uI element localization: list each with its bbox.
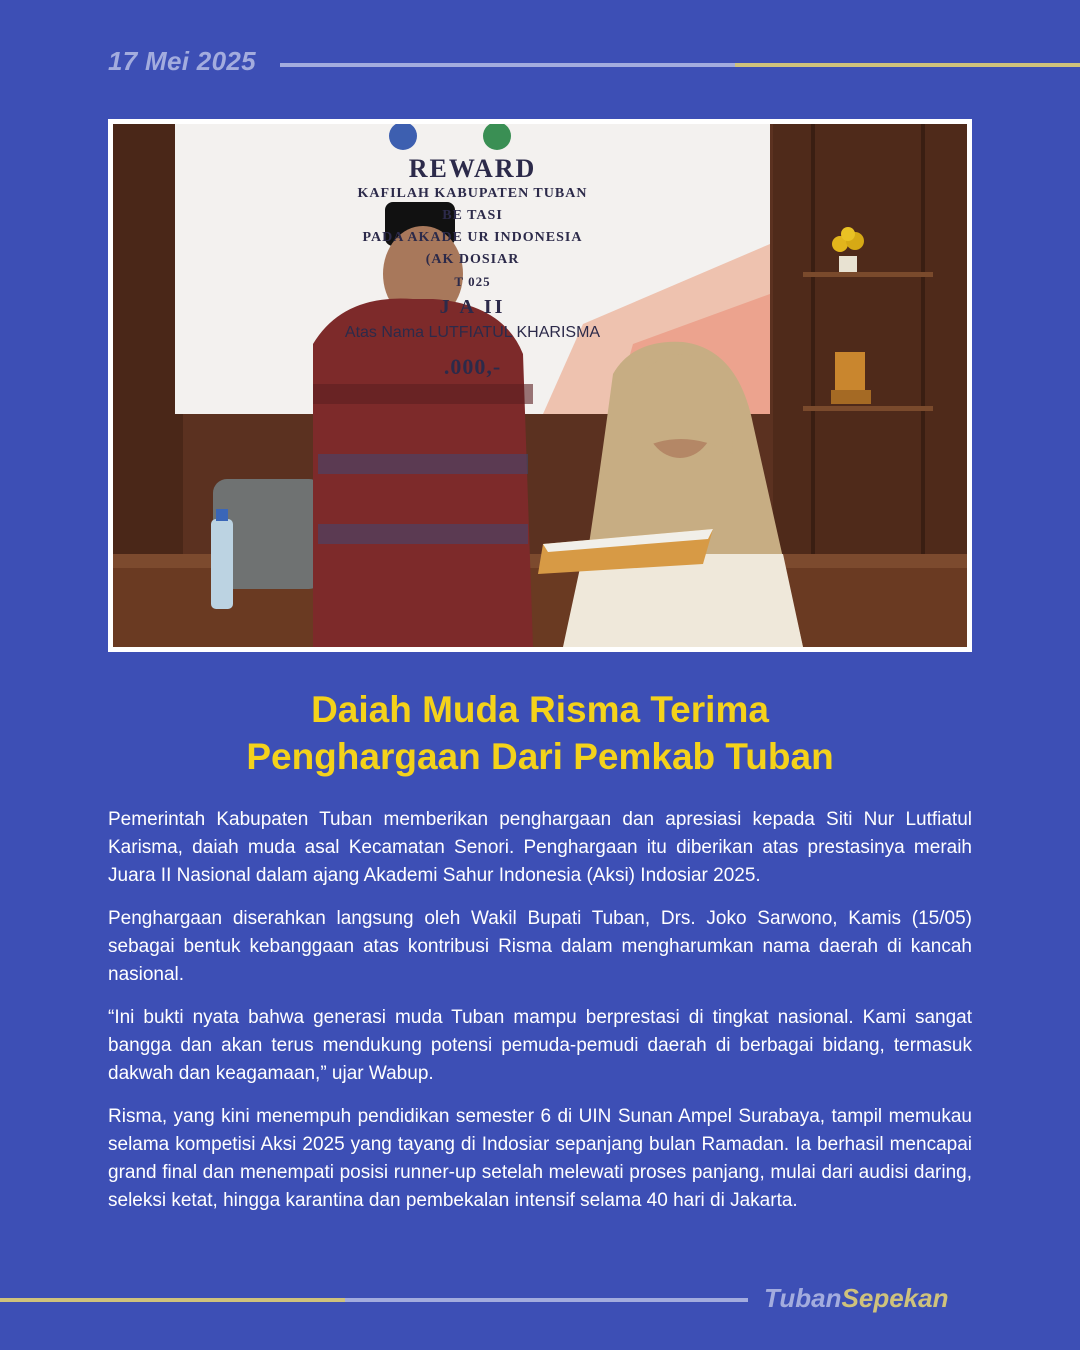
article-headline (108, 686, 972, 780)
banner-line: T 025 (454, 274, 491, 289)
header-divider-blue (280, 63, 735, 67)
article-paragraph: Penghargaan diserahkan langsung oleh Wakil Bupati Tuban, Drs. Joko Sarwono, Kamis (15/05) sebagai bentuk kebanggaan atas kontribusi Risma dalam mengharumkan nama daerah di kancah nasional. (108, 908, 972, 985)
headline-line-2: Penghargaan Dari Pemkab Tuban (246, 736, 834, 777)
article-paragraph: Pemerintah Kabupaten Tuban memberikan penghargaan dan apresiasi kepada Siti Nur Lutfiatul Karisma, daiah muda asal Kecamatan Senori. Penghargaan itu diberikan atas prestasinya meraih Juara II Nasional dalam ajang Akademi Sahur Indonesia (Aksi) Indosiar 2025. (108, 809, 972, 886)
footer-divider-gold (0, 1298, 345, 1302)
banner-title: REWARD (408, 154, 537, 183)
banner-line: .000,- (443, 354, 502, 379)
headline-line-1: Daiah Muda Risma Terima (311, 689, 769, 730)
photo-scene (113, 124, 967, 647)
header-divider-gold (735, 63, 1080, 67)
banner-line: KAFILAH KABUPATEN TUBAN (357, 186, 588, 201)
banner-line: J A II (439, 296, 506, 318)
banner-line: (AK DOSIAR (425, 252, 520, 267)
article-paragraph: “Ini bukti nyata bahwa generasi muda Tuban mampu berprestasi di tingkat nasional. Kami sangat bangga dan akan terus mendukung potensi pemuda-pemudi daerah di berbagai bidang, termasuk dakwah dan keagamaan,” ujar Wabup. (108, 1007, 972, 1084)
brand-part-2: Sepekan (841, 1283, 949, 1313)
projection-screen (175, 124, 770, 414)
date-label: 17 Mei 2025 (108, 46, 256, 76)
brand-logo (764, 1283, 948, 1314)
article-paragraph: Risma, yang kini menempuh pendidikan semester 6 di UIN Sunan Ampel Surabaya, tampil memukau selama kompetisi Aksi 2025 yang tayang di Indosiar sepanjang bulan Ramadan. Ia berhasil mencapai grand final dan menempati posisi runner-up setelah melewati proses panjang, mulai dari audisi daring, seleksi ketat, hingga karantina dan pembekalan intensif selama 40 hari di Jakarta. (108, 1106, 972, 1211)
news-photo (108, 119, 972, 652)
article-body (108, 806, 972, 1230)
footer-divider-blue (345, 1298, 748, 1302)
banner-line: Atas Nama LUTFIATUL KHARISMA (344, 324, 601, 341)
banner-line: PADA AKADE UR INDONESIA (362, 230, 583, 245)
brand-part-1: Tuban (764, 1283, 842, 1313)
banner-line: BE TASI (442, 208, 503, 223)
